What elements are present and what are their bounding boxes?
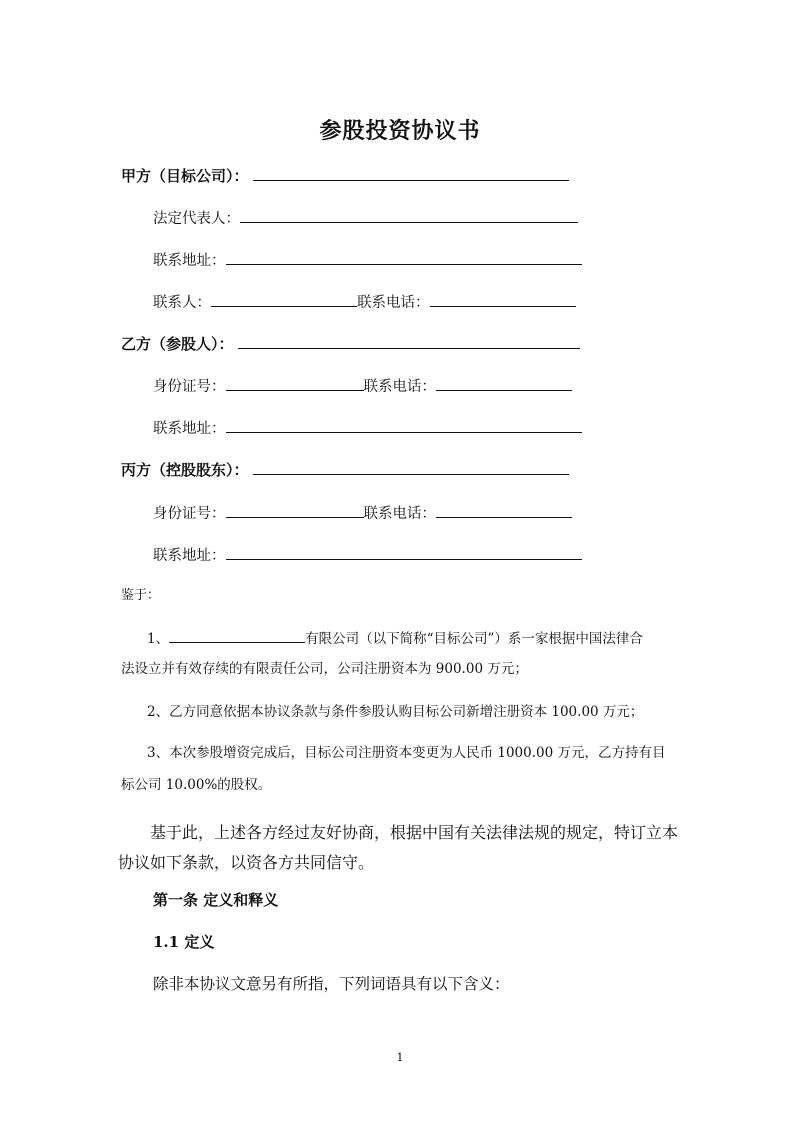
party-c-name-blank[interactable] [253,460,569,475]
party-a-name-blank[interactable] [253,166,569,181]
party-c-id-row [153,503,572,524]
party-c-address-blank[interactable] [226,545,582,560]
page-number: 1 [396,1051,404,1064]
party-b-id-label: 身份证号： [153,379,226,395]
party-a-contact-blank[interactable] [211,292,357,307]
whereas-item-1-line-2: 法设立并有效存续的有限责任公司，公司注册资本为 900.00 万元； [121,661,528,677]
party-b-id-row [153,376,572,397]
party-b-name-blank[interactable] [238,334,580,349]
party-a-address-row [153,250,582,271]
party-c-row [121,460,569,480]
party-c-address-label: 联系地址： [153,548,226,564]
whereas-item-1-prefix: 1、 [147,631,170,647]
party-c-id-label: 身份证号： [153,506,226,522]
party-b-row [121,334,580,354]
whereas-item-2: 2、乙方同意依据本协议条款与条件参股认购目标公司新增注册资本 100.00 万元； [147,704,644,720]
party-c-phone-blank[interactable] [436,503,572,518]
party-a-address-label: 联系地址： [153,253,226,269]
definitions-intro: 除非本协议文意另有所指，下列词语具有以下含义： [153,975,510,993]
company-name-blank[interactable] [169,628,305,643]
whereas-item-1-line-1 [147,628,643,649]
party-b-phone-blank[interactable] [436,376,572,391]
party-a-legal-rep-blank[interactable] [240,208,578,223]
party-b-address-blank[interactable] [226,418,582,433]
whereas-item-3-line-2: 标公司 10.00%的股权。 [121,777,272,793]
party-c-address-row [153,545,582,566]
party-b-phone-label: 联系电话： [363,379,436,395]
whereas-label: 鉴于： [121,588,161,603]
party-a-phone-label: 联系电话： [357,295,430,311]
article-1-heading: 第一条 定义和释义 [153,891,279,909]
party-a-heading: 甲方（目标公司）： [121,167,249,185]
party-b-heading: 乙方（参股人）： [121,335,234,353]
party-a-phone-blank[interactable] [430,292,576,307]
party-a-contact-row [153,292,576,313]
party-b-address-label: 联系地址： [153,421,226,437]
whereas-item-3-line-1: 3、本次参股增资完成后，目标公司注册资本变更为人民币 1000.00 万元，乙方持有目 [147,745,666,761]
whereas-item-1-text: 有限公司（以下简称“目标公司”）系一家根据中国法律合 [305,631,643,647]
section-1-1-heading: 1.1 定义 [153,933,215,951]
document-title: 参股投资协议书 [319,118,481,144]
party-a-contact-label: 联系人： [153,295,211,311]
party-c-phone-label: 联系电话： [363,506,436,522]
party-a-address-blank[interactable] [226,250,582,265]
party-c-heading: 丙方（控股股东）： [121,461,249,479]
party-a-row [121,166,569,186]
party-c-id-blank[interactable] [226,503,364,518]
preamble-paragraph: 基于此，上述各方经过友好协商，根据中国有关法律法规的规定，特订立本协议如下条款，以资各方共同信守。 [118,823,679,872]
party-b-address-row [153,418,582,439]
party-a-legal-rep-label: 法定代表人： [153,211,240,227]
party-a-legal-rep-row [153,208,578,229]
party-b-id-blank[interactable] [226,376,364,391]
